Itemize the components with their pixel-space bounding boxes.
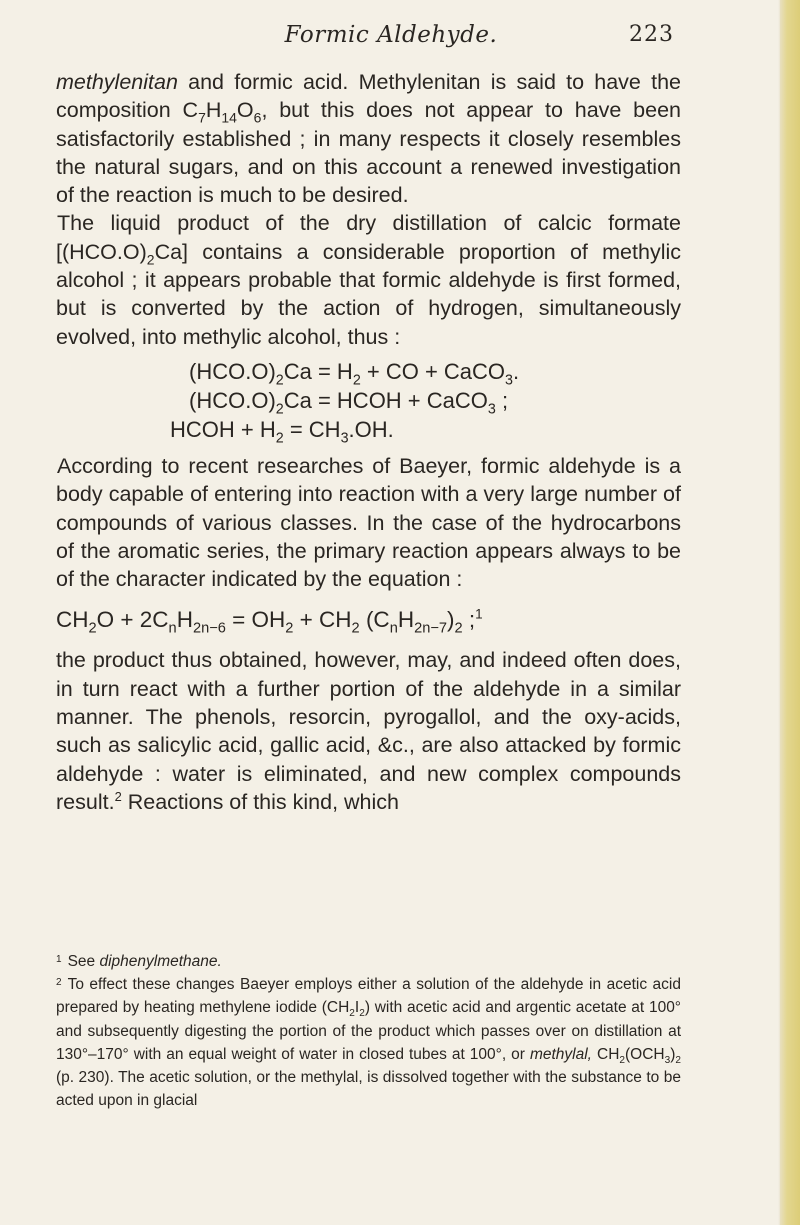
text-run: the product thus obtained, however, may, and indeed often does, in turn react with a further portion of the aldehyde in a similar manner. The phenols, resorcin, pyrogallol, and the oxy-acids, such as salicylic acid, gallic acid, &c., are also attacked by formic aldehyde : water is eliminated, and new complex compounds result. (56, 648, 681, 814)
text-run: O (236, 98, 254, 123)
equation-3: HCOH + $H_2 = CH_3.OH$. (170, 416, 394, 447)
book-page-edge (780, 0, 800, 1225)
text-run: Reactions of this kind, which (121, 789, 399, 814)
equation-2: $(HCO.O)_2Ca$ = HCOH + CaCO$_3$ ; (189, 387, 509, 418)
footnote-1: $^1$ See diphenylmethane. (56, 953, 222, 970)
text-run: H (205, 98, 222, 123)
footnotes (56, 950, 681, 1112)
text-run: and formic acid. Methylenitan is said to have the composition C (56, 70, 681, 123)
subscript: 7 (198, 109, 206, 126)
paragraph-1 (56, 68, 681, 209)
text-run: , but this does not appear to have been satisfactorily established ; in many respects it closely resembles the natural sugars, and on this account a renewed investigation of the reaction is much to be desired. (56, 98, 681, 208)
equation-block (56, 357, 681, 447)
page-header (0, 18, 782, 52)
page-number: 223 (629, 22, 674, 47)
text-run: The liquid product of the dry distillation of calcic formate [(HCO.O) (56, 211, 681, 264)
equation-4: $CH_2O + 2C_nH_{2n-6} = OH_2 + CH_2$ $(C_nH_{2n-7})_2$ ;$^1$ (56, 606, 483, 637)
footnote-ref-1[interactable]: 1 (475, 606, 483, 622)
text-run: Ca] contains a considerable proportion of methylic alcohol ; it appears probable that formic aldehyde is first formed, but is converted by the action of hydrogen, simultaneously evolved, into methylic alcohol, thus : (56, 239, 681, 349)
footnote-2: $^2$ To effect these changes Baeyer employs either a solution of the aldehyde in acetic acid prepared by heating methylene iodide $(CH_2I_2)$ with acetic acid and argentic acetate at 100° and subsequently digesting the portion of the product which passes over on distillation at 130°–170° with an equal weight of water in closed tubes at 100°, or methylal, $CH_2(OCH_3)_2$ (p. 230). The acetic solution, or the methylal, is dissolved together with the substance to be acted upon in glacial (56, 976, 682, 1110)
footnote-ref-2[interactable]: 2 (114, 788, 122, 804)
paragraph-2 (56, 209, 681, 350)
paragraph-3: According to recent researches of Baeyer, formic aldehyde is a body capable of entering into reaction with a very large number of compounds of various classes. In the case of the hydrocarbons of the aromatic series, the primary reaction appears always to be of the character indicated by the equation : (56, 453, 681, 592)
italic-term: methylenitan (56, 70, 178, 94)
main-text (56, 68, 681, 816)
paragraph-4 (56, 646, 681, 816)
footnote-marker: 2 (56, 977, 62, 989)
equation-1: $(HCO.O)_2Ca = H_2$ + CO + CaCO$_3$. (189, 358, 520, 389)
subscript: 2 (146, 251, 155, 268)
footnote-marker: 1 (56, 954, 62, 965)
running-title: Formic Aldehyde. (284, 22, 498, 48)
subscript: 14 (221, 109, 237, 126)
subscript: 6 (253, 109, 262, 126)
